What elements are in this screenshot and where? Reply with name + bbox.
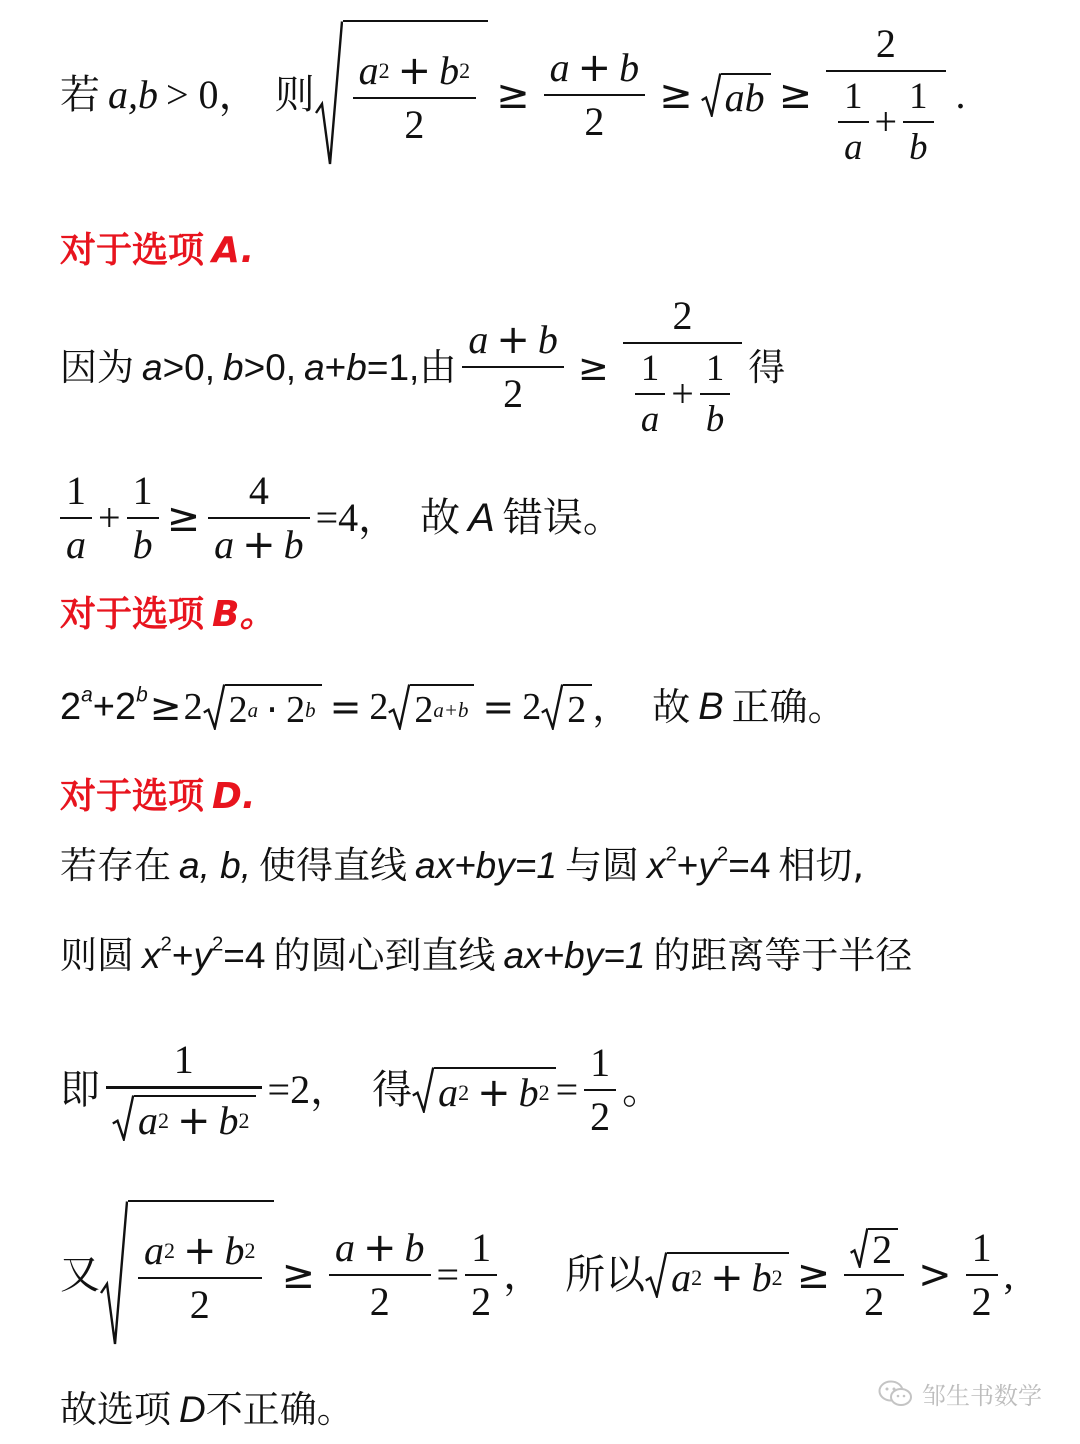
statement-sep: ， xyxy=(218,72,259,118)
option-a-line-1: 因为 a >0, b >0, a + b =1, 由 a + b 2 ≥ 2 $\frac{1}{a}$ + $\frac{1}{b}$ 得 xyxy=(60,293,786,439)
option-b-heading: 对于选项 B。 xyxy=(60,594,276,635)
option-d-line-4: 又 a 2 + b 2 2 ≥ a + b 2 = $\frac{1}{2}$ ， 所以 a 2 + b 2 ≥ $\frac{2}{2}$ > $\frac{1}{2}$ , xyxy=(60,1210,1040,1340)
option-d-line3-get: 得 xyxy=(372,1067,413,1113)
watermark-text: 邹生书数学 xyxy=(922,1382,1042,1410)
option-d-heading: 对于选项 D. xyxy=(60,776,256,817)
option-d-with-circle: 与圆 xyxy=(564,843,639,887)
option-d-tangent: 相切, xyxy=(778,843,865,887)
option-d-line-2 xyxy=(60,930,1040,980)
option-a-conclusion: 错误。 xyxy=(502,495,623,541)
option-d-line-1 xyxy=(60,840,1040,890)
option-a-by: 由 xyxy=(419,345,457,389)
fraction-arithmetic-mean: a + b 2 xyxy=(544,48,646,142)
option-b-conclusion-prefix: 故 xyxy=(652,685,691,729)
option-d-line1-prefix: 若存在 xyxy=(60,843,171,887)
line-equation: ax+by=1 xyxy=(415,844,557,886)
option-b-conclusion: 正确。 xyxy=(731,685,846,729)
option-a-conclusion-label: A xyxy=(468,496,495,540)
option-a-result: =4 xyxy=(315,495,359,540)
statement-line: 若 a,b > 0 ， 则 a 2 + b 2 2 ≥ a + b 2 ≥ ab ≥ 2 $\frac{1}{a}$ + $\frac{1}{b}$ . xyxy=(60,0,1040,190)
sqrt-product: 2 a · 2 b xyxy=(203,684,322,730)
option-d-line4-prefix: 又 xyxy=(60,1252,100,1298)
fraction-a-plus-b-over-2: a + b 2 xyxy=(462,320,564,414)
sum-a: a xyxy=(304,346,325,388)
statement-cond-vars: a,b xyxy=(108,72,158,117)
sqrt-quadratic-mean xyxy=(315,20,489,170)
option-a-because: 因为 xyxy=(60,345,134,389)
option-d-line4-sep: ， xyxy=(503,1252,544,1298)
final-end: 不正确。 xyxy=(205,1387,354,1431)
statement-cond-rel: > 0 xyxy=(166,72,219,117)
sum-plus: + xyxy=(324,346,347,388)
fraction-1-over-sqrt: 1 a 2 + b 2 xyxy=(106,1040,262,1141)
statement-lead: 若 xyxy=(60,72,100,118)
var-b: b xyxy=(223,346,244,388)
option-d-line4-so: 所以 xyxy=(565,1252,646,1298)
option-d-line2-mid: 的圆心到直线 xyxy=(273,933,496,977)
sqrt-a2-b2-2: a 2 + b 2 xyxy=(645,1252,789,1298)
var-a: a xyxy=(142,346,163,388)
sqrt-geometric-mean: ab xyxy=(701,73,771,117)
option-d-line3-eq: =2 xyxy=(267,1067,311,1112)
option-b-sep: ， xyxy=(592,685,631,729)
fraction-a-plus-b-over-2-d: a + b 2 xyxy=(329,1228,431,1322)
option-a-sep: ， xyxy=(358,495,399,541)
sum-b: b xyxy=(346,346,367,388)
sqrt-two: 2 xyxy=(541,684,592,730)
fraction-one-half-3: $\frac{1}{2}$ xyxy=(966,1228,998,1322)
option-d-line1-mid: 使得直线 xyxy=(259,843,407,887)
statement-then: 则 xyxy=(274,72,315,118)
sqrt-power-sum: 2 a+b xyxy=(388,684,474,730)
fraction-4-over-sum: 4 a + b xyxy=(208,471,310,565)
fraction-one-half-2: $\frac{1}{2}$ xyxy=(465,1228,497,1322)
final-label: D xyxy=(179,1388,206,1430)
cond-b-rel: >0, xyxy=(243,346,297,388)
fraction-1-over-a: $\frac{1}{a}$ xyxy=(60,471,92,565)
option-b-conclusion-label: B xyxy=(698,686,724,728)
fraction-harmonic-mean: 2 $\frac{1}{a}$ + $\frac{1}{b}$ xyxy=(826,24,945,166)
cond-a-rel: >0, xyxy=(162,346,216,388)
fraction-one-half: $\frac{1}{2}$ xyxy=(584,1043,616,1137)
option-d-line4-end: , xyxy=(1003,1252,1014,1297)
wechat-icon xyxy=(878,1379,914,1409)
option-d-line-3: 即 1 a 2 + b 2 =2 ， 得 a 2 + b 2 = $\frac{1}{2}$ 。 xyxy=(60,1036,663,1144)
fraction-root2-over-2: $\frac{2}{2}$ xyxy=(844,1228,904,1322)
sqrt-quadratic-mean-2: a 2 + b 2 2 xyxy=(100,1200,274,1350)
option-d-line2-end: 的距离等于半径 xyxy=(653,933,913,977)
option-a-conclusion-prefix: 故 xyxy=(420,495,461,541)
circle-equation-2: $x^2+y^2=4$ xyxy=(142,933,266,976)
circle-equation: $x^2+y^2=4$ xyxy=(646,843,771,886)
final-prefix: 故选项 xyxy=(60,1387,171,1431)
fraction-quadratic-mean: a 2 + b 2 2 xyxy=(353,51,477,145)
option-b-line: $2^a+2^b$ ≥ 2 2 a · 2 b = 2 2 a+b = 2 2 ， 故 B 正确。 xyxy=(60,683,846,732)
sum-rel: =1, xyxy=(366,346,420,388)
option-d-line2-prefix: 则圆 xyxy=(60,933,134,977)
statement-end: . xyxy=(955,72,966,117)
sqrt-a2-b2: a 2 + b 2 xyxy=(412,1067,556,1113)
option-d-sep: ， xyxy=(310,1067,351,1113)
option-d-line1-vars: a, b, xyxy=(179,844,251,886)
option-a-get: 得 xyxy=(748,345,786,389)
option-d-line3-prefix: 即 xyxy=(60,1067,100,1113)
option-a-line-2: $\frac{1}{a}$ + $\frac{1}{b}$ ≥ 4 a + b =4 ， 故 A 错误。 xyxy=(60,468,1040,568)
fraction-2-over-harmonic: 2 $\frac{1}{a}$ + $\frac{1}{b}$ xyxy=(623,296,742,438)
watermark xyxy=(878,1376,1042,1411)
option-a-heading: 对于选项 A. xyxy=(60,230,255,271)
line-equation-2: ax+by=1 xyxy=(503,934,646,976)
fraction-1-over-b: $\frac{1}{b}$ xyxy=(127,471,159,565)
